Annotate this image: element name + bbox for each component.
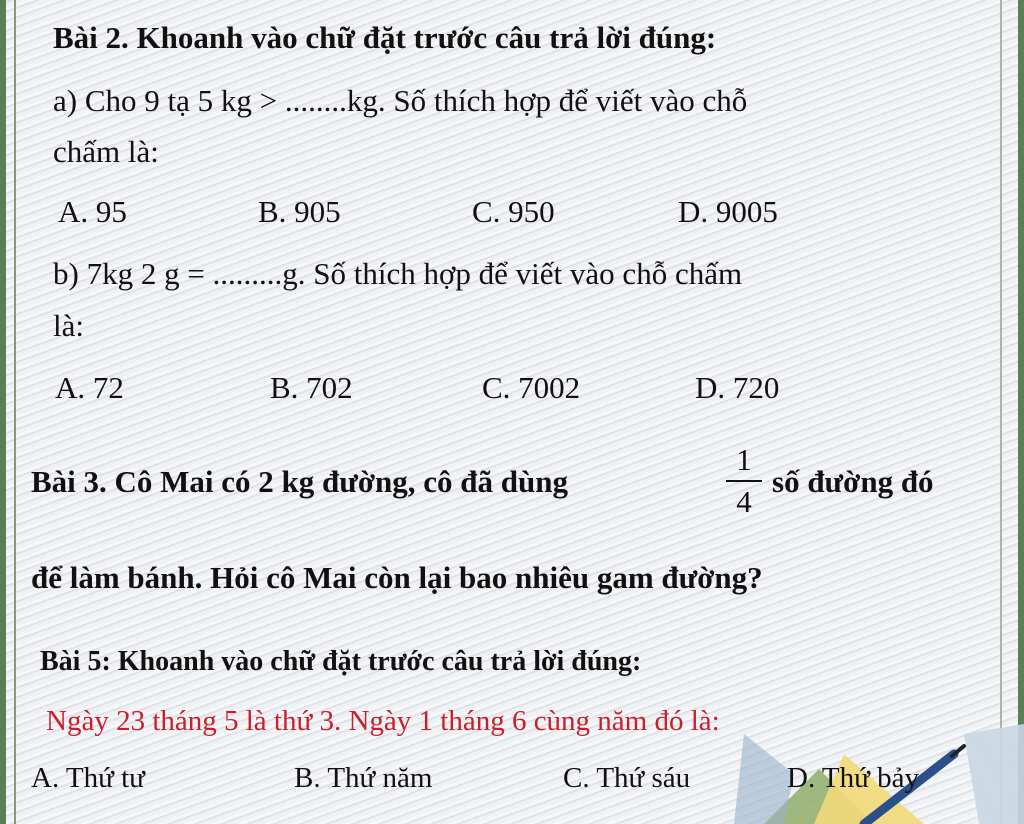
bai5-option-b: B. Thứ năm [294, 762, 433, 794]
bai2-heading: Bài 2. Khoanh vào chữ đặt trước câu trả lời đúng: [53, 20, 717, 55]
bai2-a-option-c: C. 950 [472, 194, 555, 229]
bai2-a-option-a: A. 95 [58, 194, 127, 229]
fraction-one-quarter [722, 444, 766, 518]
fraction-bar [726, 480, 762, 482]
bai2-b-option-a: A. 72 [55, 370, 124, 405]
left-rule [14, 0, 16, 824]
bai3-line1-after: số đường đó [772, 464, 934, 499]
bai3-line2: để làm bánh. Hỏi cô Mai còn lại bao nhiêu gam đường? [31, 560, 763, 595]
bai2-b-option-b: B. 702 [270, 370, 353, 405]
bai2-b-option-d: D. 720 [695, 370, 780, 405]
bai3-line1-before: Bài 3. Cô Mai có 2 kg đường, cô đã dùng [31, 464, 569, 499]
bai2-a-question-line1: a) Cho 9 tạ 5 kg > ........kg. Số thích hợp để viết vào chỗ [53, 83, 748, 118]
fraction-denominator: 4 [736, 484, 752, 519]
bai2-b-question-line2: là: [53, 308, 84, 343]
bai2-b-option-c: C. 7002 [482, 370, 581, 405]
left-border [0, 0, 6, 824]
bai5-heading: Bài 5: Khoanh vào chữ đặt trước câu trả lời đúng: [40, 646, 642, 677]
bai5-option-d: D. Thứ bảy [787, 762, 919, 794]
bai2-b-question-line1: b) 7kg 2 g = .........g. Số thích hợp để viết vào chỗ chấm [53, 256, 743, 291]
bai2-a-question-line2: chấm là: [53, 134, 159, 169]
bai2-a-option-b: B. 905 [258, 194, 341, 229]
right-rule [1000, 0, 1002, 824]
bai5-question: Ngày 23 tháng 5 là thứ 3. Ngày 1 tháng 6 cùng năm đó là: [46, 705, 720, 737]
bai2-a-option-d: D. 9005 [678, 194, 778, 229]
fraction-numerator: 1 [736, 442, 752, 477]
bai5-option-c: C. Thứ sáu [563, 762, 691, 794]
right-border [1018, 0, 1024, 824]
bai5-option-a: A. Thứ tư [31, 762, 145, 794]
